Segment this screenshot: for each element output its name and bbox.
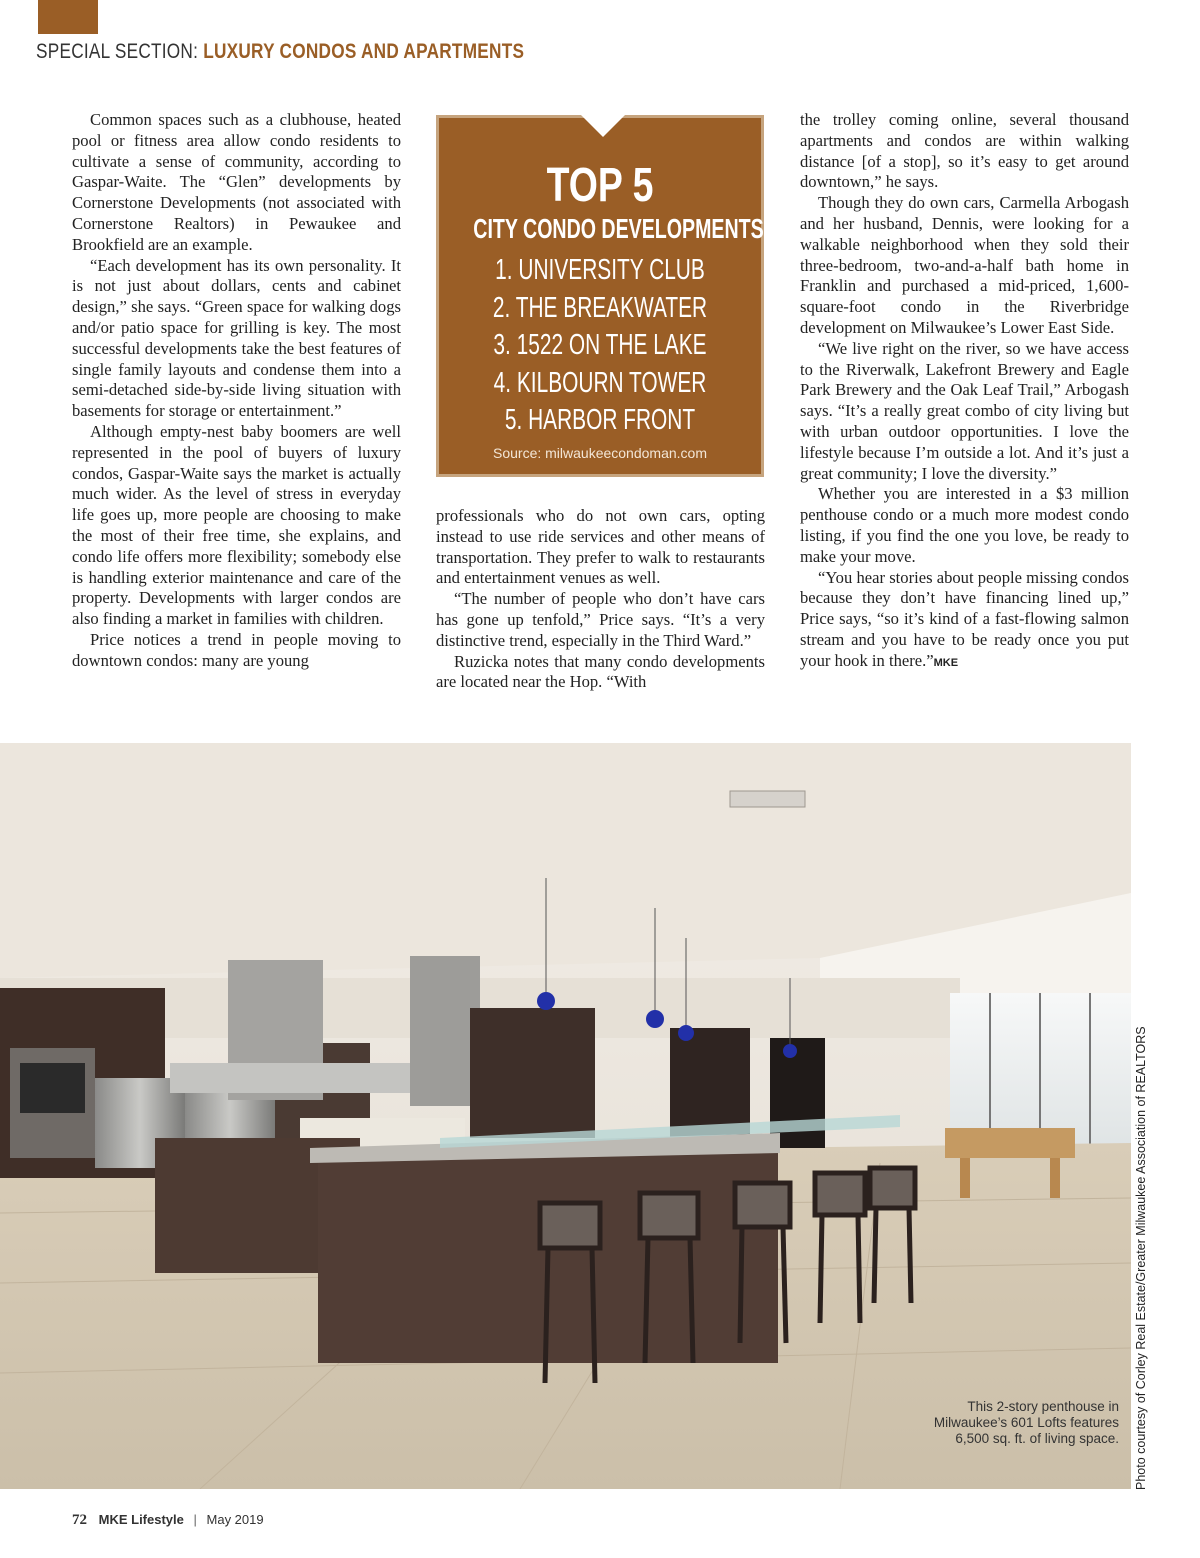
paragraph — [800, 568, 1129, 674]
paragraph: Common spaces such as a clubhouse, heated pool or fitness area allow condo residents to cultivate a sense of community, according to Gaspar-Waite. The “Glen” developments by Cornerstone Developments (not associated with Cornerstone Realtors) in Pewaukee and Brookfield are an example. — [72, 110, 401, 254]
paragraph: Though they do own cars, Carmella Arbogash and her husband, Dennis, were looking for a walkable neighborhood when they sold their three-bedroom, two-and-a-half bath home in Franklin and purchased a mid-priced, 1,600-square-foot condo in the Riverbridge development on Milwaukee’s Lower East Side. — [800, 193, 1129, 337]
section-header — [36, 40, 524, 64]
list-item: 1. UNIVERSITY CLUB — [495, 254, 705, 286]
list-item: 2. THE BREAKWATER — [492, 291, 708, 324]
end-mark: MKE — [933, 656, 959, 669]
paragraph: professionals who do not own cars, opting instead to use ride services and other means of transportation. They prefer to walk to restaurants and entertainment venues as well. — [436, 506, 765, 588]
paragraph: “The number of people who don’t have cars has gone up tenfold,” Price says. “It’s a very distinctive trend, especially in the Third Ward.” — [436, 589, 765, 650]
list-item: 5. HARBOR FRONT — [504, 404, 696, 437]
article-column-2 — [436, 506, 765, 693]
notch-decoration — [581, 115, 625, 137]
last-paragraph-text: “You hear stories about people missing condos because they don’t have financing lined up,” Price says, “so it’s kind of a fast-flowing salmon stream and you have to be ready once you put your hook in there.” — [800, 567, 1129, 670]
photo-credit: Photo courtesy of Corley Real Estate/Greater Milwaukee Association of REALTORS — [1134, 1026, 1148, 1490]
top5-sidebar-box — [436, 115, 764, 477]
paragraph: “We live right on the river, so we have access to the Riverwalk, Lakefront Brewery and Eagle Park Brewery and the Oak Leaf Trail,” Arbogash says. “It’s a really great combo of city living but with urban outdoor opportunities. I love the lifestyle because I’m outside a lot. And it’s just a great community; I love the diversity.” — [800, 338, 1129, 483]
caption-line: Milwaukee’s 601 Lofts features — [933, 1415, 1119, 1430]
list-item: 4. KILBOURN TOWER — [493, 366, 707, 399]
sidebar-subheading: CITY CONDO DEVELOPMENTS — [473, 213, 764, 244]
sidebar-source: Source: milwaukeecondoman.com — [493, 445, 707, 461]
kitchen-illustration — [0, 743, 1131, 1489]
article-column-3 — [800, 110, 1129, 674]
photo-caption — [859, 1399, 1119, 1447]
paragraph: Whether you are interested in a $3 million penthouse condo or a much more modest condo listing, if you find the one you love, be ready to make your move. — [800, 484, 1129, 566]
page-number: 72 — [72, 1512, 87, 1528]
section-title: LUXURY CONDOS AND APARTMENTS — [203, 40, 525, 63]
list-item: 3. 1522 ON THE LAKE — [493, 329, 707, 362]
paragraph: Although empty-nest baby boomers are well represented in the pool of buyers of luxury condos, Gaspar-Waite says the market is actually much wider. As the level of stress in everyday life goes up, more people are choosing to make the most of their free time, she explains, and condo life offers more flexibility; somebody else is handling exterior maintenance and care of the property. Developments with larger condos are also finding a market in families with children. — [72, 421, 401, 629]
sidebar-list — [419, 252, 781, 440]
caption-line: 6,500 sq. ft. of living space. — [955, 1431, 1119, 1446]
footer-divider: | — [193, 1512, 197, 1527]
paragraph: Ruzicka notes that many condo developments are located near the Hop. “With — [436, 651, 765, 692]
publication-name: MKE Lifestyle — [98, 1512, 184, 1527]
article-column-1 — [72, 110, 401, 672]
paragraph: Price notices a trend in people moving to downtown condos: many are young — [72, 629, 401, 670]
kitchen-photo — [0, 743, 1131, 1489]
paragraph: “Each development has its own personality. It is not just about dollars, cents and cabinet design,” she says. “Green space for walking dogs and/or patio space for grilling is key. The most successful developments take the best features of single family layouts and condense them into a semi-detached side-by-side living situation with basements for storage or entertainment.” — [72, 255, 401, 421]
caption-line: This 2-story penthouse in — [967, 1399, 1119, 1414]
page-footer — [72, 1512, 264, 1529]
section-label: SPECIAL SECTION: — [36, 40, 199, 63]
sidebar-heading: TOP 5 — [546, 159, 654, 212]
header-color-tab — [38, 0, 98, 34]
issue-date: May 2019 — [206, 1512, 264, 1527]
paragraph: the trolley coming online, several thousand apartments and condos are within walking distance [of a stop], so it’s easy to get around downtown,” he says. — [800, 110, 1129, 192]
